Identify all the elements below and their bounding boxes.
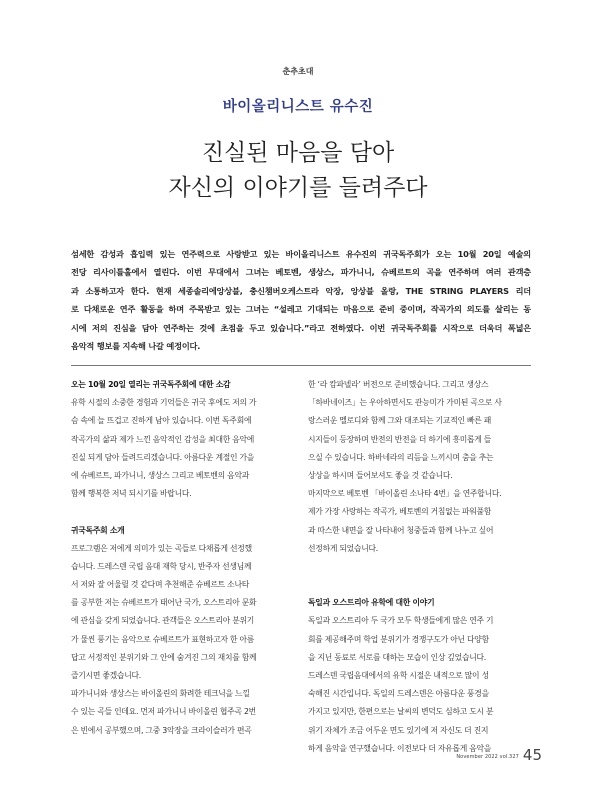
body-line: 함께 행복한 저녁 되시기를 바랍니다.	[71, 489, 192, 499]
body-line: 선정하게 되었습니다.	[308, 543, 378, 553]
body-line: 파가니니와 생상스는 바이올린의 화려한 테크닉을 느낄	[71, 689, 250, 699]
intro-line: 섬세한 감성과 흡입력 있는 연주력으로 사랑받고 있는 바이올리니스트 유수진의 귀국독주회가 오는 10월 20일 예술의	[71, 249, 531, 259]
paragraph-gap	[71, 503, 295, 521]
body-line: 진실 되게 담아 들려드리겠습니다. 아름다운 계절인 가을	[71, 452, 255, 462]
intro-line: 음악적 행보를 지속해 나갈 예정이다.	[71, 341, 201, 352]
page-footer	[456, 748, 542, 763]
right-column	[308, 376, 532, 758]
body-line: 즐기시면 좋겠습니다.	[71, 671, 141, 680]
body-line: 독일과 오스트리아 두 국가 모두 학생들에게 많은 연주 기	[308, 616, 494, 626]
section-divider	[71, 365, 531, 366]
body-line: 습니다. 드레스덴 국립 음대 재학 당시, 반주자 선생님께	[71, 561, 252, 571]
body-line: 드레스덴 국립음대에서의 유학 시절은 내적으로 많이 성	[308, 671, 489, 680]
body-line: 한 ‘라 캄파넬라’ 버전으로 준비했습니다. 그리고 생상스	[308, 380, 489, 389]
body-line: 마지막으로 베토벤 「바이올린 소나타 4번」을 연주합니다.	[308, 489, 502, 499]
title-line: 진실된 마음을 담아	[201, 140, 395, 166]
body-line: 작곡가의 삶과 제가 느낀 음악적인 감성을 최대한 음악에	[71, 434, 255, 444]
article-subtitle: 바이올리니스트 유수진	[222, 99, 374, 115]
section-heading: 오는 10월 20일 열리는 귀국독주회에 대한 소감	[71, 380, 231, 389]
body-line: 답고 서정적인 분위기와 그 안에 숨겨진 그의 재치를 함께	[71, 652, 257, 662]
article-title	[0, 136, 596, 206]
body-line: 에 관심을 갖게 되었습니다. 관객들은 오스트리아 분위기	[71, 616, 255, 626]
body-line: 서 저와 잘 어울릴 것 같다며 추천해준 슈베르트 소나타	[71, 580, 250, 590]
paragraph-gap	[308, 576, 532, 594]
body-line: 상상을 하시며 들어보셔도 좋을 것 같습니다.	[308, 470, 453, 480]
body-line: 를 공부한 저는 슈베르트가 태어난 국가, 오스트리아 문화	[71, 598, 257, 608]
body-line: 가 물씬 풍기는 음악으로 슈베르트가 표현하고자 한 아름	[71, 634, 255, 644]
body-line: 회를 제공해주며 학업 분위기가 경쟁구도가 아닌 다양함	[308, 634, 489, 644]
intro-paragraph	[71, 245, 531, 355]
issue-label: November 2022 vol.327	[456, 754, 519, 760]
intro-line: 전당 리사이틀홀에서 열린다. 이번 무대에서 그녀는 베토벤, 생상스, 파가니니, 슈베르트의 곡을 연주하며 여러 관객층	[71, 267, 531, 278]
section-heading: 독일과 오스트리아 유학에 대한 이야기	[308, 598, 435, 608]
title-line: 자신의 이야기를 들려주다	[168, 175, 428, 201]
body-line: 은 빈에서 공부했으며, 그중 3악장을 크라이슬러가 편곡	[71, 725, 252, 735]
body-line: 제가 가장 사랑하는 작곡가, 베토벤의 거침없는 파워풀함	[308, 507, 492, 517]
intro-line: 시에 저의 진심을 담아 연주하는 것에 초점을 두고 있습니다.”라고 전하였다. 이번 귀국독주회를 시작으로 더욱더 폭넓은	[71, 322, 531, 333]
body-line: 가지고 있지만, 한편으로는 날씨의 변덕도 심하고 도시 분	[308, 707, 494, 717]
body-line: 으실 수 있습니다. 하바네라의 리듬을 느끼시며 춤을 추는	[308, 452, 494, 462]
intro-line: 과 소통하고자 한다. 현재 세종솔리에앙상블, 충신챔버오케스트라 악장, 앙상블 올랑, THE STRING PLAYERS 리더	[71, 285, 531, 296]
paragraph-gap	[308, 558, 532, 576]
body-line: 랑스러운 멜로디와 함께 그와 대조되는 기교적인 빠른 패	[308, 416, 492, 426]
intro-line: 로 다채로운 연주 활동을 하며 주목받고 있는 그녀는 “설레고 기대되는 마음으로 준비 중이며, 작곡가의 의도를 살리는 동	[71, 304, 531, 315]
body-line: 숙해진 시간입니다. 독일의 드레스덴은 아름다운 풍경을	[308, 689, 489, 699]
body-line: 시지들이 등장하며 반전의 반전을 더 하기에 흥미롭게 들	[308, 434, 492, 444]
body-line: 과 따스한 내면을 잘 나타내어 청중들과 함께 나누고 싶어	[308, 525, 494, 535]
body-line: 수 있는 곡들 인데요. 먼저 파가니니 바이올린 협주곡 2번	[71, 707, 256, 717]
left-column	[71, 376, 295, 740]
body-line: 프로그램은 저에게 의미가 있는 곡들로 다채롭게 선정했	[71, 543, 252, 553]
body-line: 위기 자체가 조금 어두운 면도 있기에 저 자신도 더 진지	[308, 725, 489, 735]
body-line: 하게 음악을 연구했습니다. 이전보다 더 자유롭게 음악을	[308, 743, 492, 753]
body-line: 에 슈베르트, 파가니니, 생상스 그리고 베토벤의 음악과	[71, 470, 250, 480]
page-number: 45	[522, 746, 542, 764]
section-heading: 귀국독주회 소개	[71, 525, 125, 535]
body-line: 슴 속에 늘 뜨겁고 진하게 남아 있습니다. 이번 독주회에	[71, 416, 252, 426]
body-line: 을 지닌 동료로 서로를 대하는 모습이 인상 깊었습니다.	[308, 652, 487, 662]
body-line: 유학 시절의 소중한 경험과 기억들은 귀국 후에도 저의 가	[71, 398, 257, 408]
body-line: 「하바네이즈」는 우아하면서도 관능미가 가미된 곡으로 사	[308, 398, 502, 408]
section-label: 춘추초대	[282, 67, 314, 76]
